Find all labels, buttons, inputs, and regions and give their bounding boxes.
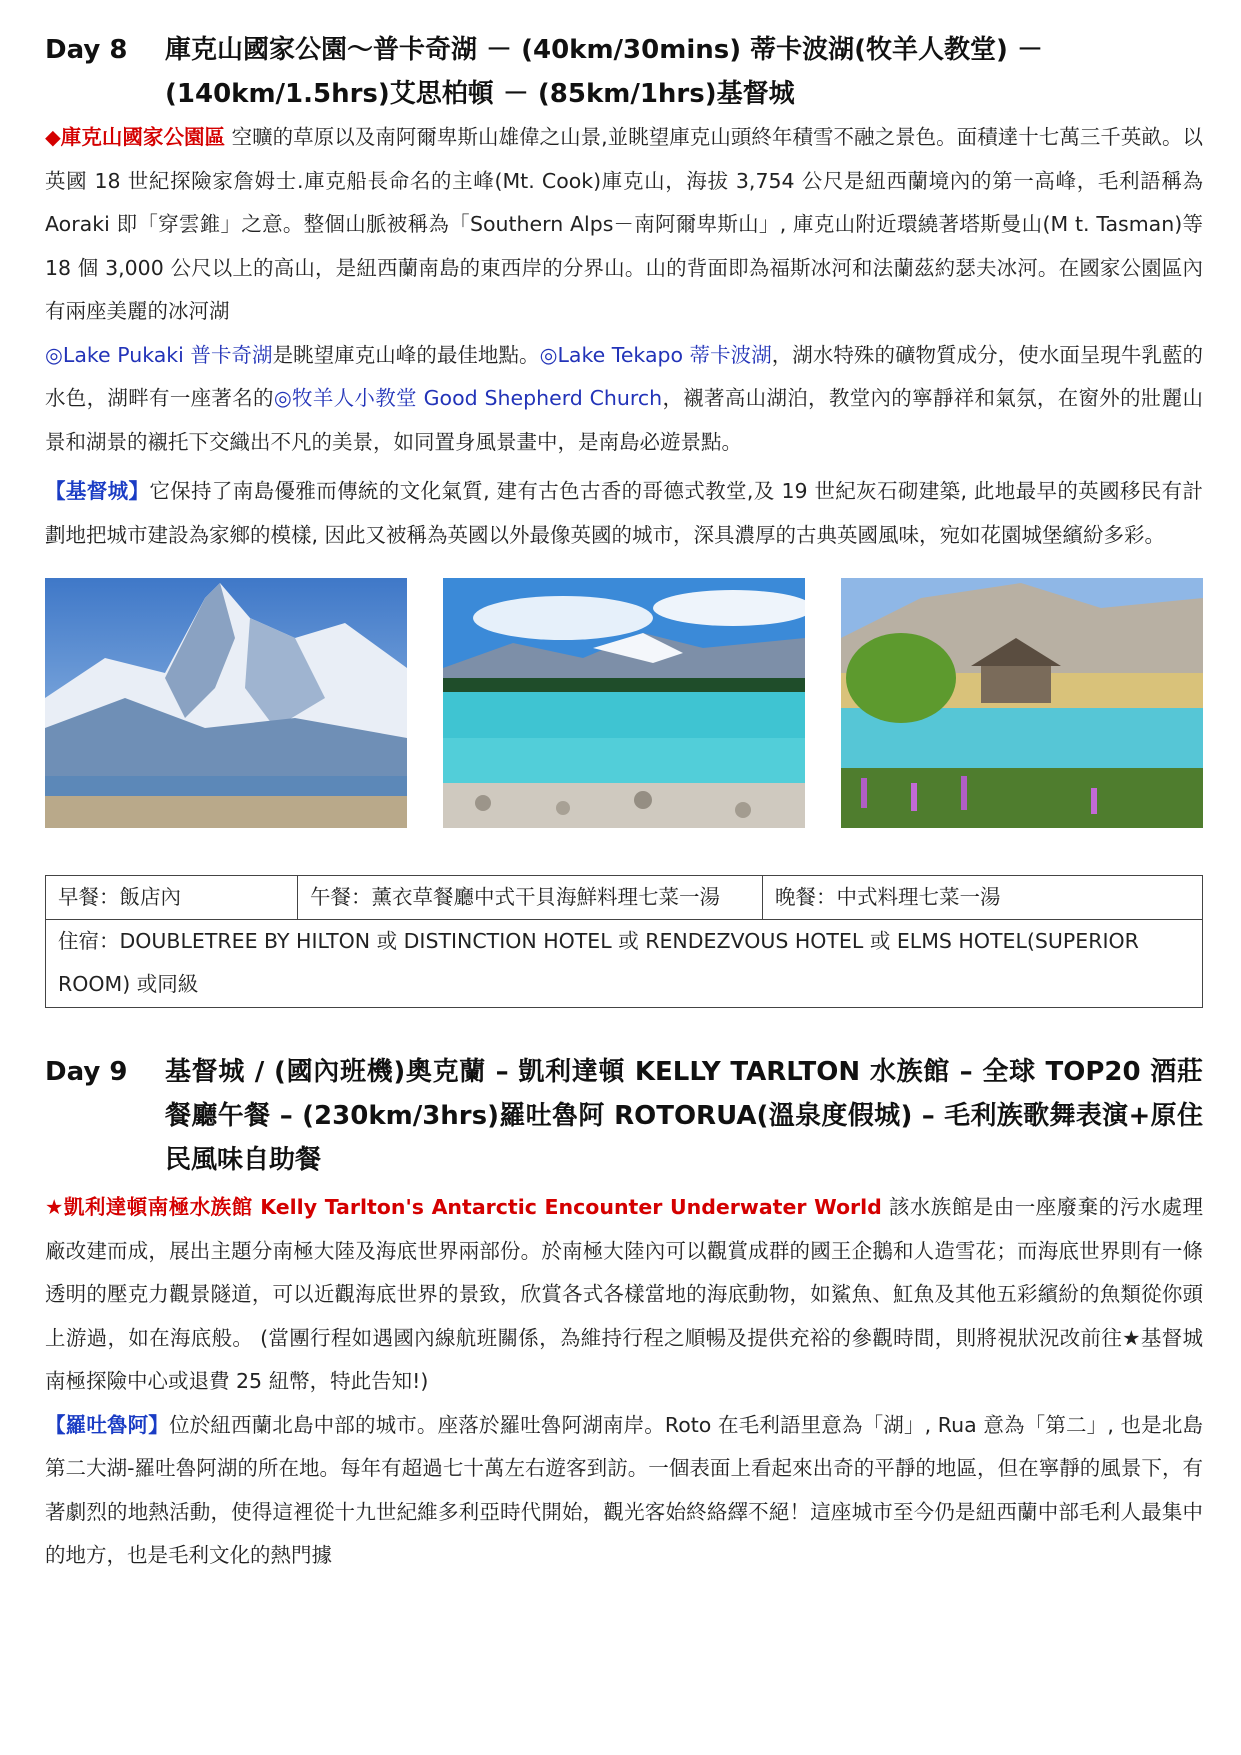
day8-title [165, 28, 1203, 116]
dinner-cell: 晚餐：中式料理七菜一湯 [763, 876, 1203, 920]
mount-cook-text: 空曠的草原以及南阿爾卑斯山雄偉之山景,並眺望庫克山頭終年積雪不融之景色。面積達十七萬三千英畝。以英國 18 世紀探險家詹姆士.庫克船長命名的主峰(Mt. Cook)庫克山，海拔 3,754 公尺是紐西蘭境內的第一高峰，毛利語稱為 Aoraki 即「穿雲錐」之意。整個山脈被稱為「Southern Alps－南阿爾卑斯山」, 庫克山附近環繞著塔斯曼山(M t. Tasman)等 18 個 3,000 公尺以上的高山，是紐西蘭南島的東西岸的分界山。山的背面即為福斯冰河和法蘭茲約瑟夫冰河。在國家公園區內有兩座美麗的冰河湖 [45, 125, 1204, 323]
lunch-cell: 午餐：薰衣草餐廳中式干貝海鮮料理七菜一湯 [298, 876, 763, 920]
hotel-cell: 住宿：DOUBLETREE BY HILTON 或 DISTINCTION HOTEL 或 RENDEZVOUS HOTEL 或 ELMS HOTEL(SUPERIOR ROOM) 或同級 [46, 920, 1203, 1008]
day8-heading [45, 28, 1203, 116]
day8-title-line2: (140km/1.5hrs)艾思柏頓 － (85km/1hrs)基督城 [165, 79, 795, 109]
day8-photo-strip [45, 578, 1203, 828]
day8-mount-cook-paragraph [45, 116, 1203, 464]
hotel-row [46, 920, 1203, 1008]
lake-pukaki-photo [443, 578, 805, 828]
aquarium-text: 該水族館是由一座廢棄的污水處理廠改建而成，展出主題分南極大陸及海底世界兩部份。於南極大陸內可以觀賞成群的國王企鵝和人造雪花；而海底世界則有一條透明的壓克力觀景隧道，可以近觀海底世界的景致，欣賞各式各樣當地的海底動物，如鯊魚、魟魚及其他五彩繽紛的魚類從你頭上游過，如在海底般。 (當團行程如遇國內線航班關係，為維持行程之順暢及提供充裕的參觀時間，則將視狀況改前往★基督城南極探險中心或退費 25 紐幣，特此告知!) [45, 1195, 1203, 1393]
day8-title-line1: 庫克山國家公園～普卡奇湖 － (40km/30mins) 蒂卡波湖(牧羊人教堂) － [165, 35, 1043, 65]
church-highlight: ◎牧羊人小教堂 Good Shepherd Church [273, 386, 663, 410]
church-text: ，襯著高山湖泊，教堂內的寧靜祥和氣氛，在窗外的壯麗山景和湖景的襯托下交織出不凡的美景，如同置身風景畫中，是南島必遊景點。 [45, 386, 1204, 454]
mount-cook-photo [45, 578, 407, 828]
good-shepherd-church-photo [841, 578, 1203, 828]
breakfast-cell: 早餐：飯店內 [46, 876, 298, 920]
day9-title: 基督城 / (國內班機)奧克蘭 – 凱利達頓 KELLY TARLTON 水族館 – 全球 TOP20 酒莊餐廳午餐 – (230km/3hrs)羅吐魯阿 ROTORUA(溫泉度假城) – 毛利族歌舞表演+原住民風味自助餐 [165, 1057, 1203, 1175]
rotorua-lead: 【羅吐魯阿】 [45, 1412, 169, 1437]
pukaki-highlight: ◎Lake Pukaki 普卡奇湖 [45, 342, 273, 367]
tekapo-text: ，湖水特殊的礦物質成分，使水面呈現牛乳藍的水色，湖畔有一座著名的 [45, 342, 1204, 410]
meal-row [46, 876, 1203, 920]
day9-aquarium-paragraph [45, 1186, 1203, 1404]
christchurch-text: 它保持了南島優雅而傳統的文化氣質, 建有古色古香的哥德式教堂,及 19 世紀灰石砌建築, 此地最早的英國移民有計劃地把城市建設為家鄉的模樣, 因此又被稱為英國以外最像英國的城市，深具濃厚的古典英國風味，宛如花園城堡繽紛多彩。 [45, 479, 1203, 547]
day9-label: Day 9 [45, 1057, 128, 1087]
day9-rotorua-paragraph [45, 1404, 1203, 1578]
mount-cook-lead: ◆庫克山國家公園區 [45, 125, 226, 149]
day8-christchurch-paragraph [45, 470, 1203, 557]
itinerary-page [45, 28, 1203, 1578]
day8-label: Day 8 [45, 35, 128, 65]
aquarium-lead: ★凱利達頓南極水族館 Kelly Tarlton's Antarctic Encounter Underwater World [45, 1195, 882, 1219]
tekapo-highlight: ◎Lake Tekapo 蒂卡波湖 [539, 342, 772, 367]
day9-heading [45, 1050, 1203, 1182]
day8-meal-table [45, 875, 1203, 1008]
pukaki-text: 是眺望庫克山峰的最佳地點。 [272, 342, 540, 367]
rotorua-text: 位於紐西蘭北島中部的城市。座落於羅吐魯阿湖南岸。Roto 在毛利語里意為「湖」, Rua 意為「第二」, 也是北島第二大湖-羅吐魯阿湖的所在地。每年有超過七十萬左右遊客到訪。一個表面上看起來出奇的平靜的地區，但在寧靜的風景下，有著劇烈的地熱活動，使得這裡從十九世紀維多利亞時代開始，觀光客始終絡繹不絕！這座城市至今仍是紐西蘭中部毛利人最集中的地方，也是毛利文化的熱門據 [45, 1412, 1204, 1567]
christchurch-lead: 【基督城】 [45, 479, 150, 503]
